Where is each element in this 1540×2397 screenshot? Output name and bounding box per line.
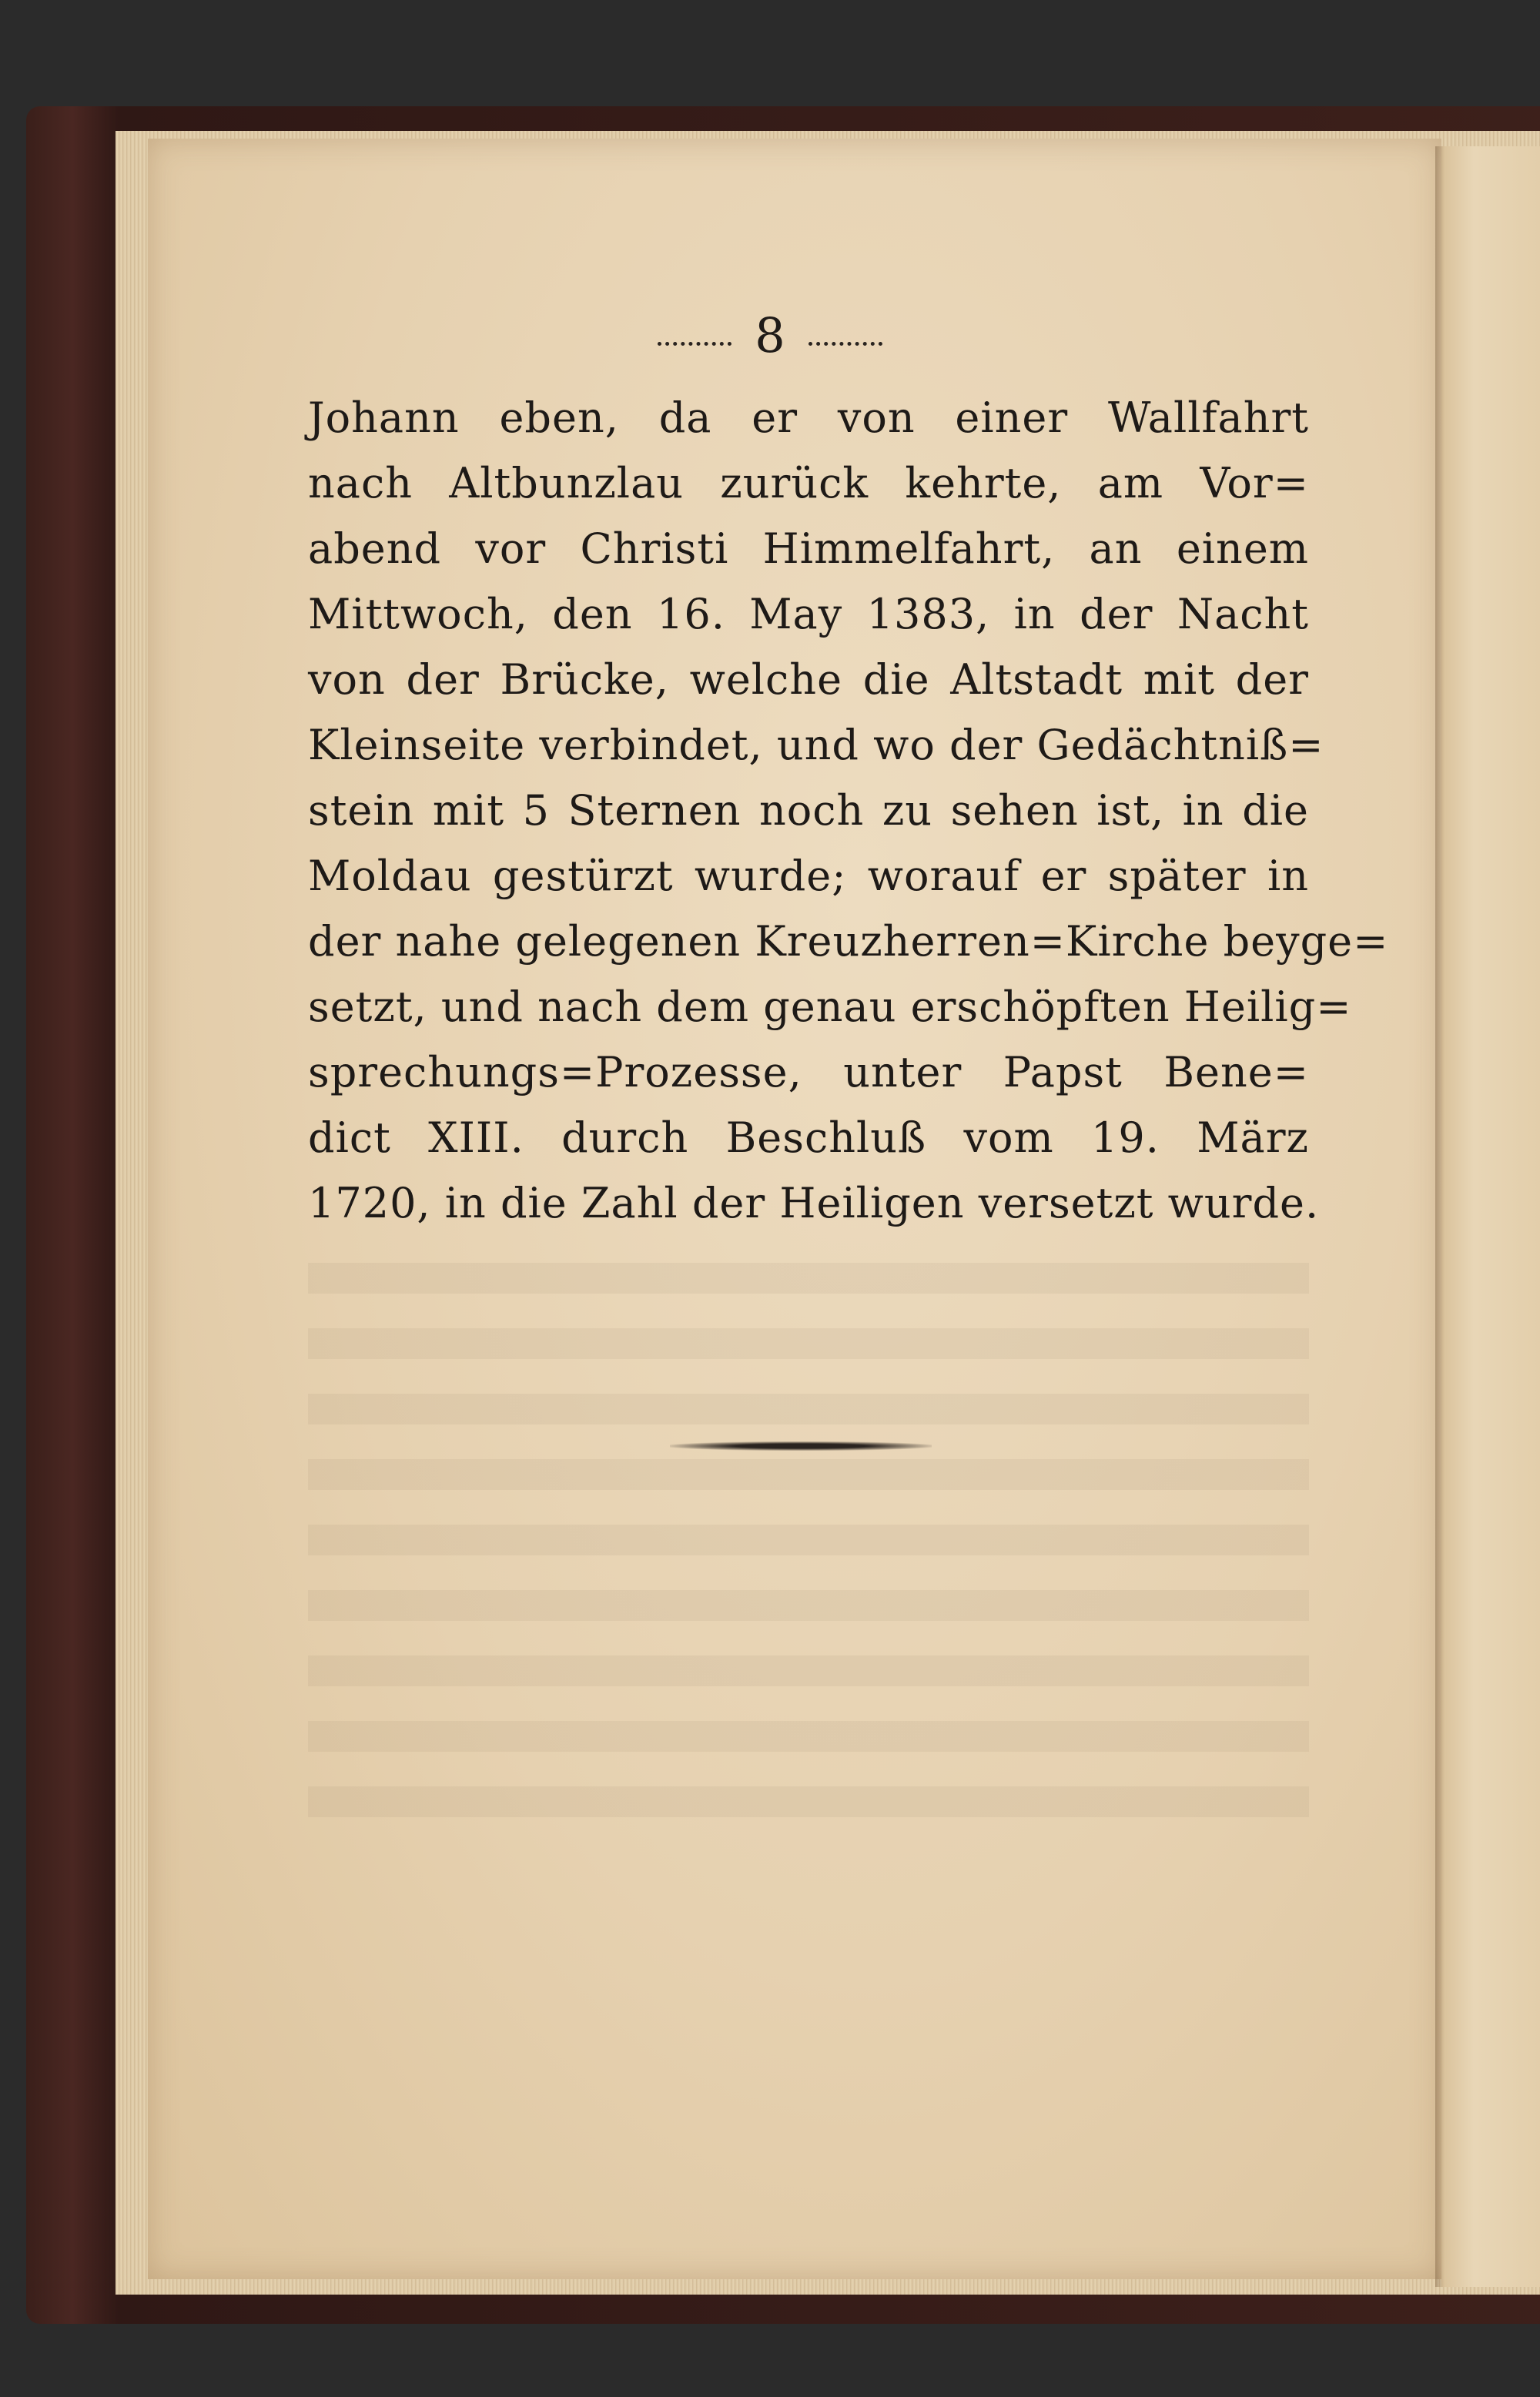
text-line: abend vor Christi Himmelfahrt, an einem: [308, 524, 1309, 573]
right-ornament: [808, 334, 882, 346]
bleed-through-text: [308, 1263, 1309, 1848]
page-gutter: [1435, 146, 1445, 2287]
text-line: nach Altbunzlau zurück kehrte, am Vor=: [308, 459, 1309, 507]
text-line: setzt, und nach dem genau erschöpften Heilig=: [308, 983, 1352, 1031]
text-line: Moldau gestürzt wurde; worauf er später in: [308, 852, 1309, 900]
text-line: dict XIII. durch Beschluß vom 19. März: [308, 1113, 1309, 1162]
text-line: Johann eben, da er von einer Wallfahrt: [308, 393, 1309, 442]
text-line: 1720, in die Zahl der Heiligen versetzt wurde.: [308, 1179, 1320, 1227]
decorative-rule: [670, 1441, 932, 1451]
left-ornament: [658, 334, 732, 346]
text-line: stein mit 5 Sternen noch zu sehen ist, in die: [308, 786, 1309, 835]
text-line: der nahe gelegenen Kreuzherren=Kirche beyge=: [308, 917, 1389, 966]
page-number: 8: [755, 306, 785, 363]
body-text: [308, 385, 1389, 1236]
text-line: Kleinseite verbindet, und wo der Gedächtniß=: [308, 721, 1324, 769]
page-header: [0, 308, 1540, 362]
text-line: Mittwoch, den 16. May 1383, in der Nacht: [308, 590, 1309, 638]
facing-page-edge: [1441, 146, 1540, 2287]
text-line: von der Brücke, welche die Altstadt mit der: [308, 655, 1309, 704]
text-line: sprechungs=Prozesse, unter Papst Bene=: [308, 1048, 1309, 1096]
